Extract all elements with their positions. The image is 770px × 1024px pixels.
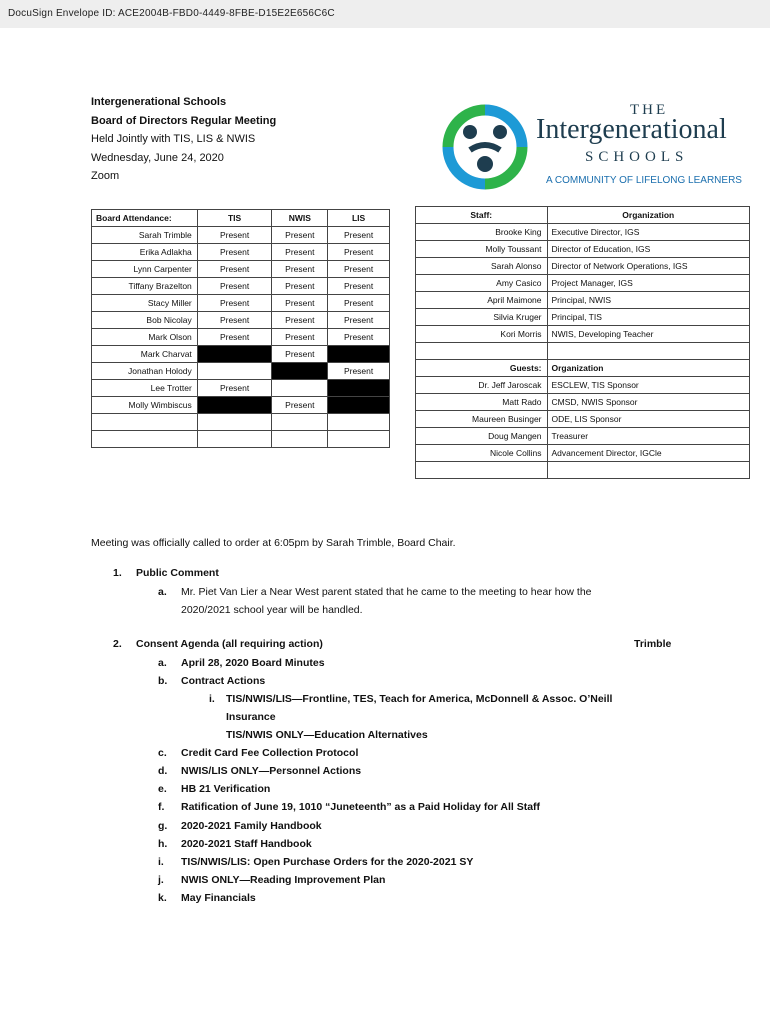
lis-cell: Present bbox=[328, 227, 390, 244]
tis-cell: Present bbox=[197, 380, 272, 397]
table-row bbox=[416, 445, 750, 462]
lis-cell: Present bbox=[328, 312, 390, 329]
envelope-id: DocuSign Envelope ID: ACE2004B-FBD0-4449-8FBE-D15E2E656C6C bbox=[8, 8, 335, 19]
item-text: Contract Actions bbox=[181, 675, 266, 687]
table-row bbox=[92, 295, 390, 312]
table-row bbox=[416, 377, 750, 394]
item-text: NWIS/LIS ONLY—Personnel Actions bbox=[181, 765, 362, 777]
table-row bbox=[92, 261, 390, 278]
tis-cell-blank bbox=[197, 346, 272, 363]
guest-name: Nicole Collins bbox=[416, 445, 548, 462]
table-row bbox=[416, 275, 750, 292]
lis-cell: Present bbox=[328, 295, 390, 312]
member-name: Mark Charvat bbox=[92, 346, 198, 363]
table-row bbox=[92, 363, 390, 380]
nwis-cell-blank bbox=[272, 363, 328, 380]
table-row bbox=[416, 309, 750, 326]
table-row bbox=[416, 394, 750, 411]
attendance-table bbox=[91, 209, 390, 448]
nwis-cell-empty bbox=[272, 380, 328, 397]
table-row bbox=[416, 411, 750, 428]
org-name: Intergenerational Schools bbox=[91, 96, 227, 108]
meeting-date: Wednesday, June 24, 2020 bbox=[91, 151, 224, 164]
staff-name: Kori Morris bbox=[416, 326, 548, 343]
member-name: Sarah Trimble bbox=[92, 227, 198, 244]
table-row bbox=[92, 227, 390, 244]
guest-name: Dr. Jeff Jaroscak bbox=[416, 377, 548, 394]
member-name: Mark Olson bbox=[92, 329, 198, 346]
table-row bbox=[416, 428, 750, 445]
staff-org: Director of Education, IGS bbox=[547, 241, 749, 258]
table-row bbox=[416, 326, 750, 343]
item-label: k. bbox=[158, 892, 167, 904]
guest-org: CMSD, NWIS Sponsor bbox=[547, 394, 749, 411]
col-nwis: NWIS bbox=[272, 210, 328, 227]
item-text: Ratification of June 19, 1010 “Juneteenth” as a Paid Holiday for All Staff bbox=[181, 801, 541, 813]
guest-name: Doug Mangen bbox=[416, 428, 548, 445]
section-1a-line-1: Mr. Piet Van Lier a Near West parent stated that he came to the meeting to hear how the bbox=[181, 586, 592, 598]
lis-cell: Present bbox=[328, 329, 390, 346]
item-text: NWIS ONLY—Reading Improvement Plan bbox=[181, 874, 386, 886]
logo bbox=[440, 96, 760, 191]
tis-cell: Present bbox=[197, 295, 272, 312]
guest-org: Treasurer bbox=[547, 428, 749, 445]
section-2-title: Consent Agenda (all requiring action) bbox=[136, 638, 323, 650]
nwis-cell: Present bbox=[272, 278, 328, 295]
held-jointly: Held Jointly with TIS, LIS & NWIS bbox=[91, 133, 256, 145]
staff-name: Silvia Kruger bbox=[416, 309, 548, 326]
lis-cell: Present bbox=[328, 363, 390, 380]
meeting-title: Board of Directors Regular Meeting bbox=[91, 114, 277, 127]
item-text: 2020-2021 Family Handbook bbox=[181, 820, 322, 832]
item-label: e. bbox=[158, 783, 167, 795]
item-text: 2020-2021 Staff Handbook bbox=[181, 838, 312, 850]
section-1-number: 1. bbox=[113, 567, 122, 579]
item-label: i. bbox=[158, 856, 164, 868]
tis-cell: Present bbox=[197, 312, 272, 329]
staff-name: Sarah Alonso bbox=[416, 258, 548, 275]
item-label: a. bbox=[158, 657, 167, 669]
staff-header-row bbox=[416, 207, 750, 224]
logo-the: THE bbox=[630, 102, 669, 118]
lis-cell-blank bbox=[328, 397, 390, 414]
tis-cell: Present bbox=[197, 261, 272, 278]
item-label: g. bbox=[158, 820, 168, 832]
table-row bbox=[92, 329, 390, 346]
lis-cell: Present bbox=[328, 244, 390, 261]
logo-tagline: A COMMUNITY OF LIFELONG LEARNERS bbox=[546, 175, 742, 186]
item-text: Credit Card Fee Collection Protocol bbox=[181, 747, 359, 759]
item-text: TIS/NWIS ONLY—Education Alternatives bbox=[226, 729, 428, 741]
call-to-order: Meeting was officially called to order at 6:05pm by Sarah Trimble, Board Chair. bbox=[91, 537, 456, 549]
table-row bbox=[92, 244, 390, 261]
nwis-cell: Present bbox=[272, 312, 328, 329]
table-row bbox=[416, 241, 750, 258]
tis-cell: Present bbox=[197, 227, 272, 244]
item-label: b. bbox=[158, 675, 168, 687]
logo-schools: SCHOOLS bbox=[585, 149, 689, 165]
item-text: HB 21 Verification bbox=[181, 783, 271, 795]
section-1a-label: a. bbox=[158, 586, 167, 598]
guest-org: Advancement Director, IGCle bbox=[547, 445, 749, 462]
staff-name: April Maimone bbox=[416, 292, 548, 309]
guests-org-header: Organization bbox=[547, 360, 749, 377]
col-lis: LIS bbox=[328, 210, 390, 227]
staff-org: NWIS, Developing Teacher bbox=[547, 326, 749, 343]
staff-org-header: Organization bbox=[547, 207, 749, 224]
table-row-empty bbox=[92, 431, 390, 448]
staff-name: Amy Casico bbox=[416, 275, 548, 292]
table-row bbox=[416, 224, 750, 241]
table-row bbox=[416, 292, 750, 309]
table-row bbox=[92, 397, 390, 414]
item-label: c. bbox=[158, 747, 167, 759]
docusign-envelope-bar bbox=[0, 0, 770, 28]
nwis-cell: Present bbox=[272, 244, 328, 261]
nwis-cell: Present bbox=[272, 346, 328, 363]
guest-org: ESCLEW, TIS Sponsor bbox=[547, 377, 749, 394]
section-1a-line-2: 2020/2021 school year will be handled. bbox=[181, 604, 363, 616]
lis-cell: Present bbox=[328, 278, 390, 295]
meeting-location: Zoom bbox=[91, 170, 120, 182]
nwis-cell: Present bbox=[272, 295, 328, 312]
section-2-owner: Trimble bbox=[634, 638, 672, 650]
tis-cell-empty bbox=[197, 363, 272, 380]
table-row bbox=[92, 312, 390, 329]
item-label: h. bbox=[158, 838, 168, 850]
table-row bbox=[92, 278, 390, 295]
staff-name: Brooke King bbox=[416, 224, 548, 241]
guest-header-row bbox=[416, 360, 750, 377]
attendance-header: Board Attendance: bbox=[92, 210, 198, 227]
tis-cell: Present bbox=[197, 244, 272, 261]
item-text: TIS/NWIS/LIS: Open Purchase Orders for the 2020-2021 SY bbox=[181, 856, 474, 868]
tis-cell: Present bbox=[197, 329, 272, 346]
nwis-cell: Present bbox=[272, 329, 328, 346]
table-row-empty bbox=[416, 462, 750, 479]
section-1-title: Public Comment bbox=[136, 567, 219, 579]
table-row bbox=[92, 380, 390, 397]
guests-header: Guests: bbox=[416, 360, 548, 377]
logo-mark-icon bbox=[440, 102, 530, 192]
member-name: Tiffany Brazelton bbox=[92, 278, 198, 295]
member-name: Jonathan Holody bbox=[92, 363, 198, 380]
nwis-cell: Present bbox=[272, 261, 328, 278]
staff-name: Molly Toussant bbox=[416, 241, 548, 258]
lis-cell-blank bbox=[328, 380, 390, 397]
guest-name: Maureen Businger bbox=[416, 411, 548, 428]
item-text: May Financials bbox=[181, 892, 256, 904]
member-name: Bob Nicolay bbox=[92, 312, 198, 329]
member-name: Lee Trotter bbox=[92, 380, 198, 397]
staff-org: Principal, TIS bbox=[547, 309, 749, 326]
table-row-empty bbox=[416, 343, 750, 360]
item-text: TIS/NWIS/LIS—Frontline, TES, Teach for America, McDonnell & Assoc. O’Neill bbox=[226, 693, 613, 705]
staff-org: Project Manager, IGS bbox=[547, 275, 749, 292]
member-name: Stacy Miller bbox=[92, 295, 198, 312]
lis-cell: Present bbox=[328, 261, 390, 278]
staff-header: Staff: bbox=[416, 207, 548, 224]
item-label: d. bbox=[158, 765, 168, 777]
staff-org: Principal, NWIS bbox=[547, 292, 749, 309]
table-row bbox=[92, 346, 390, 363]
table-row bbox=[416, 258, 750, 275]
item-text: Insurance bbox=[226, 711, 276, 723]
tis-cell: Present bbox=[197, 278, 272, 295]
col-tis: TIS bbox=[197, 210, 272, 227]
item-label: j. bbox=[158, 874, 164, 886]
table-row-empty bbox=[92, 414, 390, 431]
member-name: Erika Adlakha bbox=[92, 244, 198, 261]
nwis-cell: Present bbox=[272, 227, 328, 244]
nwis-cell: Present bbox=[272, 397, 328, 414]
item-label: i. bbox=[209, 693, 215, 705]
staff-org: Director of Network Operations, IGS bbox=[547, 258, 749, 275]
guest-org: ODE, LIS Sponsor bbox=[547, 411, 749, 428]
member-name: Lynn Carpenter bbox=[92, 261, 198, 278]
lis-cell-blank bbox=[328, 346, 390, 363]
staff-org: Executive Director, IGS bbox=[547, 224, 749, 241]
meeting-header bbox=[91, 93, 276, 186]
member-name: Molly Wimbiscus bbox=[92, 397, 198, 414]
staff-table bbox=[415, 206, 750, 479]
item-label: f. bbox=[158, 801, 165, 813]
attendance-header-row bbox=[92, 210, 390, 227]
section-2-number: 2. bbox=[113, 638, 122, 650]
item-text: April 28, 2020 Board Minutes bbox=[181, 657, 325, 669]
guest-name: Matt Rado bbox=[416, 394, 548, 411]
tis-cell-blank bbox=[197, 397, 272, 414]
logo-name: Intergenerational bbox=[536, 114, 727, 145]
